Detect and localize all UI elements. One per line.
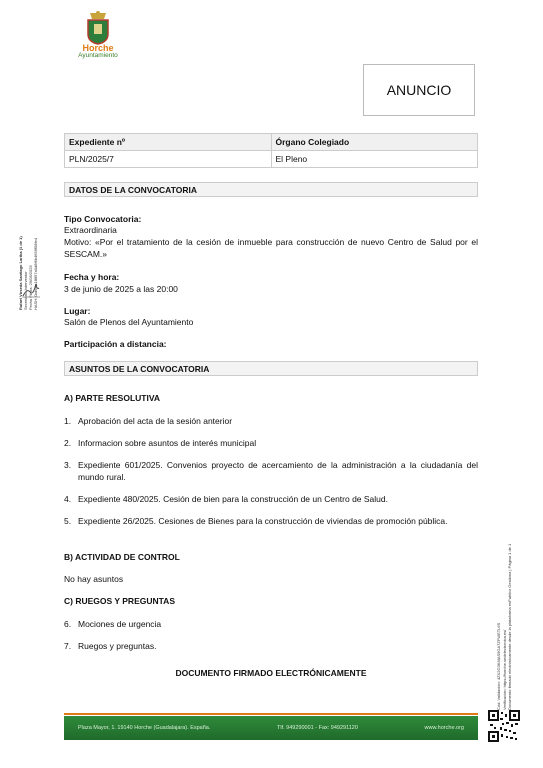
item-text: Aprobación del acta de la sesión anterior <box>78 416 233 426</box>
ruegos-heading: C) RUEGOS Y PREGUNTAS <box>64 596 175 606</box>
qr-code-icon <box>488 710 520 742</box>
value-expediente: PLN/2025/7 <box>65 151 272 168</box>
list-item <box>64 619 478 631</box>
table-header-row <box>65 134 478 151</box>
list-item <box>64 438 478 450</box>
no-asuntos-text: No hay asuntos <box>64 574 124 584</box>
footer-bar <box>64 716 478 740</box>
expediente-table <box>64 133 478 168</box>
fecha-value: 3 de junio de 2025 a las 20:00 <box>64 284 178 294</box>
tipo-value: Extraordinaria <box>64 225 117 235</box>
verification-note: Documento firmado electrónicamente desde la plataforma esPublico Gestiona | Página 1 de 1 <box>507 543 512 710</box>
signature-hash: HASH: 0abc8e1f8f57a0d8f6b4656f58fe4 <box>33 237 38 310</box>
section-asuntos-convocatoria: ASUNTOS DE LA CONVOCATORIA <box>64 361 478 376</box>
document-type-box <box>363 64 475 116</box>
item-number: 1. <box>64 416 72 426</box>
item-text: Expediente 601/2025. Convenios proyecto de acercamiento de la administración a la ciudadanía del mundo rural. <box>78 460 478 482</box>
tipo-label: Tipo Convocatoria: <box>64 214 142 224</box>
item-text: Expediente 480/2025. Cesión de bien para la construcción de un Centro de Salud. <box>78 494 388 504</box>
header-organo: Órgano Colegiado <box>271 134 478 151</box>
item-number: 7. <box>64 641 72 651</box>
verification-url[interactable]: Verificación: https://horche.sedelectronica.es/ <box>501 629 507 710</box>
item-number: 3. <box>64 460 72 470</box>
section-datos-convocatoria: DATOS DE LA CONVOCATORIA <box>64 182 478 197</box>
list-item <box>64 641 478 653</box>
item-text: Mociones de urgencia <box>78 619 162 629</box>
item-number: 4. <box>64 494 72 504</box>
logo-name: Horche <box>82 43 114 53</box>
actividad-control-heading: B) ACTIVIDAD DE CONTROL <box>64 552 180 562</box>
list-item <box>64 494 478 506</box>
verification-strip <box>496 500 526 710</box>
item-text: Informacion sobre asuntos de interés municipal <box>78 438 257 448</box>
item-number: 2. <box>64 438 72 448</box>
signature-date: Fecha Firma: 29/05/2025 <box>28 265 33 310</box>
item-number: 5. <box>64 516 72 526</box>
item-number: 6. <box>64 619 72 629</box>
list-item <box>64 516 478 528</box>
participacion-label: Participación a distancia: <box>64 339 167 349</box>
logo-subtitle: Ayuntamiento <box>78 52 118 59</box>
list-item <box>64 460 478 483</box>
list-item <box>64 416 478 428</box>
header-expediente: Expediente nº <box>65 134 272 151</box>
parte-resolutiva-heading: A) PARTE RESOLUTIVA <box>64 393 161 403</box>
signature-stamp-icon <box>20 278 42 300</box>
value-organo: El Pleno <box>271 151 478 168</box>
table-row <box>65 151 478 168</box>
footer-accent-line <box>64 713 478 715</box>
signer-role: Secretario-Interventor <box>23 271 28 310</box>
fecha-label: Fecha y hora: <box>64 272 120 282</box>
footer-web[interactable]: www.horche.org <box>424 725 464 731</box>
document-type-title: ANUNCIO <box>386 82 452 98</box>
documento-firmado: DOCUMENTO FIRMADO ELECTRÓNICAMENTE <box>175 668 367 678</box>
verification-csv: Cód. Validación: 4ZX2G3KMAS9GA7ZFWETL6S <box>496 622 501 710</box>
motivo-text: Motivo: «Por el tratamiento de la cesión de inmueble para construcción de nuevo Centro de Salud por el SESCAM.» <box>64 237 478 259</box>
lugar-label: Lugar: <box>64 306 91 316</box>
lugar-value: Salón de Plenos del Ayuntamiento <box>64 317 194 327</box>
item-text: Ruegos y preguntas. <box>78 641 157 651</box>
item-text: Expediente 26/2025. Cesiones de Bienes para la construcción de viviendas de promoción pública. <box>78 516 448 526</box>
footer-phone: Tlf. 949290001 - Fax: 949291120 <box>277 725 358 731</box>
signer-name: Rafael Virseda Santiago Lariba (1 de 1) <box>18 236 23 310</box>
footer-address: Plaza Mayor, 1. 19140 Horche (Guadalajara). España. <box>78 725 211 731</box>
